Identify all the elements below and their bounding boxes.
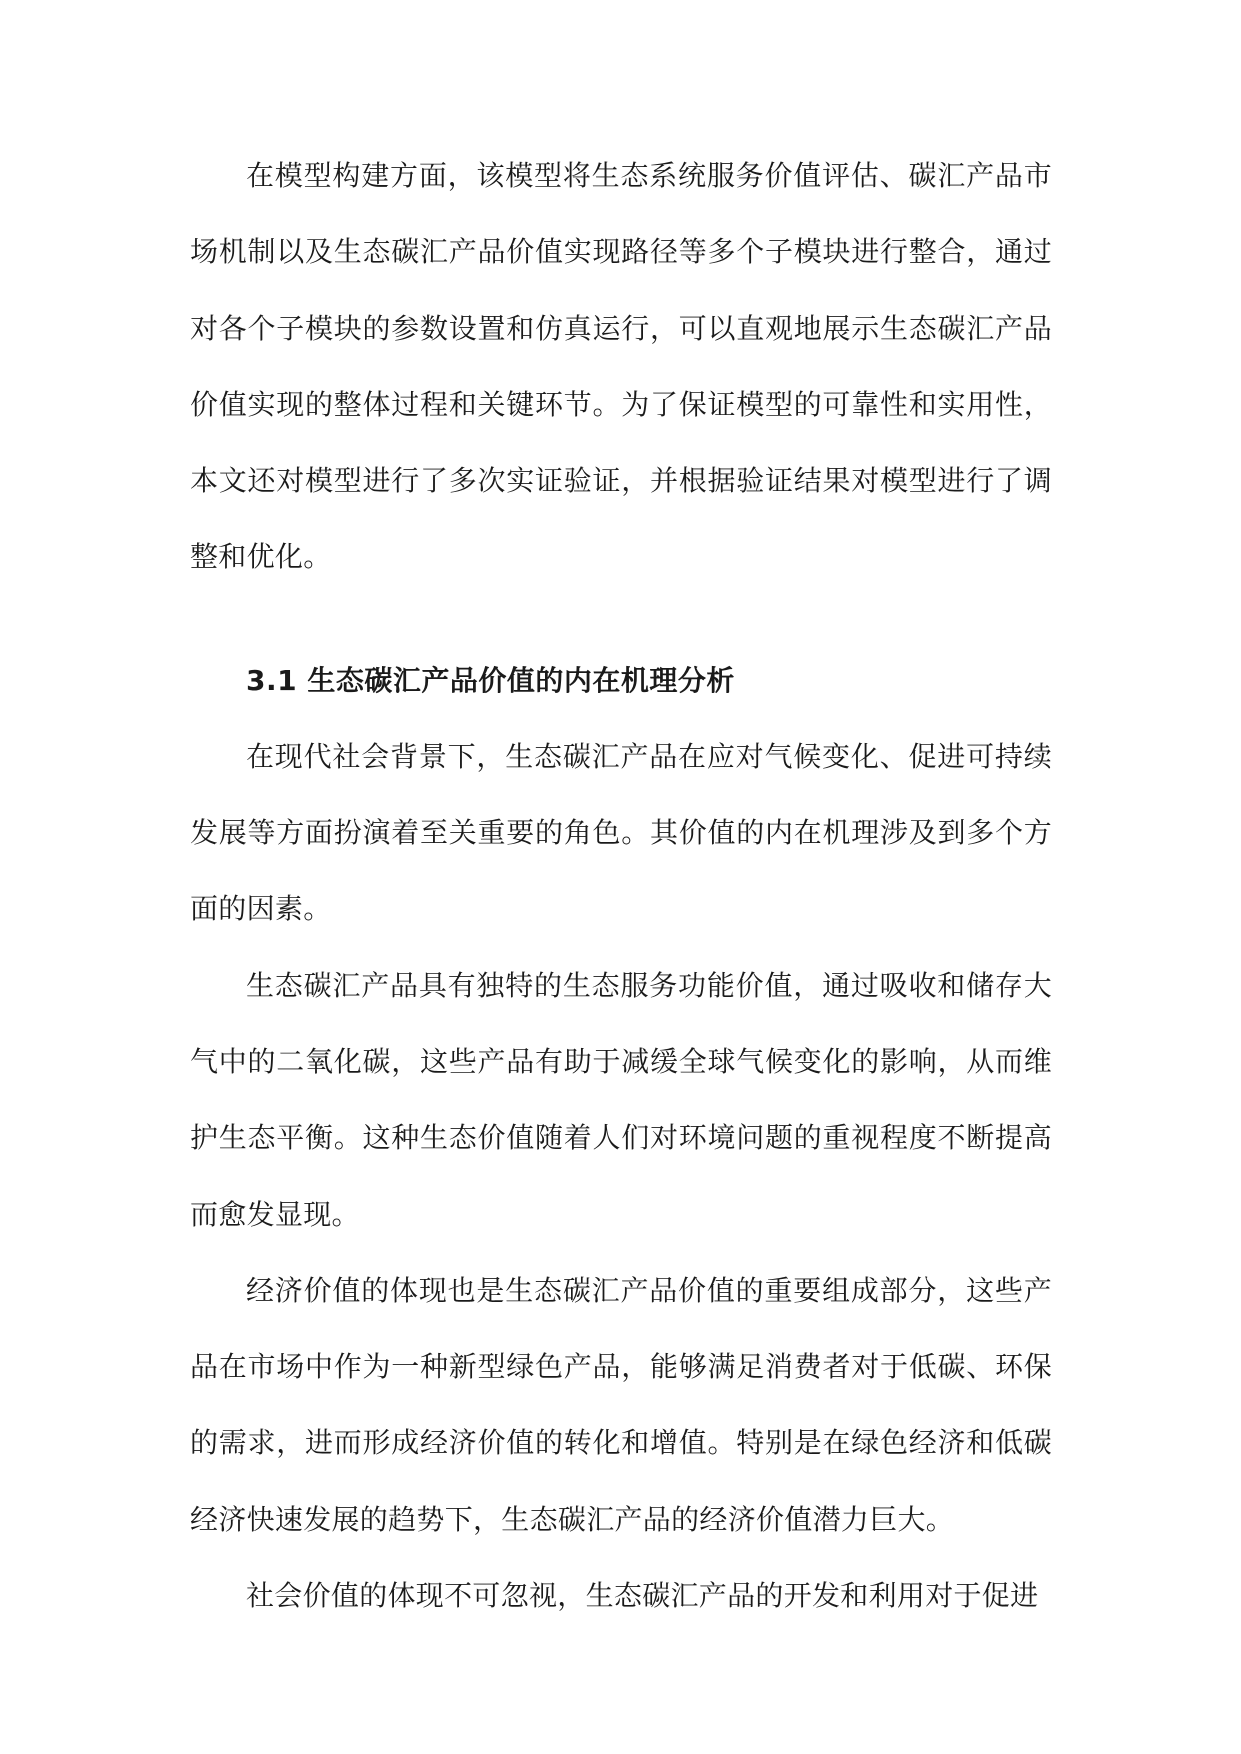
body-paragraph-ecological-value: 生态碳汇产品具有独特的生态服务功能价值，通过吸收和储存大气中的二氧化碳，这些产品有助于减缓全球气候变化的影响，从而维护生态平衡。这种生态价值随着人们对环境问题的重视程度不断提高而愈发显现。	[190, 968, 1052, 1231]
body-paragraph-model-construction: 在模型构建方面，该模型将生态系统服务价值评估、碳汇产品市场机制以及生态碳汇产品价值实现路径等多个子模块进行整合，通过对各个子模块的参数设置和仿真运行，可以直观地展示生态碳汇产品价值实现的整体过程和关键环节。为了保证模型的可靠性和实用性，本文还对模型进行了多次实证验证，并根据验证结果对模型进行了调整和优化。	[190, 159, 1052, 574]
document-page	[190, 138, 1052, 1634]
body-paragraph-modern-context: 在现代社会背景下，生态碳汇产品在应对气候变化、促进可持续发展等方面扮演着至关重要的角色。其价值的内在机理涉及到多个方面的因素。	[190, 739, 1052, 926]
section-heading-3-1: 3.1 生态碳汇产品价值的内在机理分析	[246, 663, 735, 697]
body-paragraph-social-value: 社会价值的体现不可忽视，生态碳汇产品的开发和利用对于促进	[246, 1579, 1039, 1613]
body-paragraph-economic-value: 经济价值的体现也是生态碳汇产品价值的重要组成部分，这些产品在市场中作为一种新型绿色产品，能够满足消费者对于低碳、环保的需求，进而形成经济价值的转化和增值。特别是在绿色经济和低碳经济快速发展的趋势下，生态碳汇产品的经济价值潜力巨大。	[190, 1273, 1052, 1536]
